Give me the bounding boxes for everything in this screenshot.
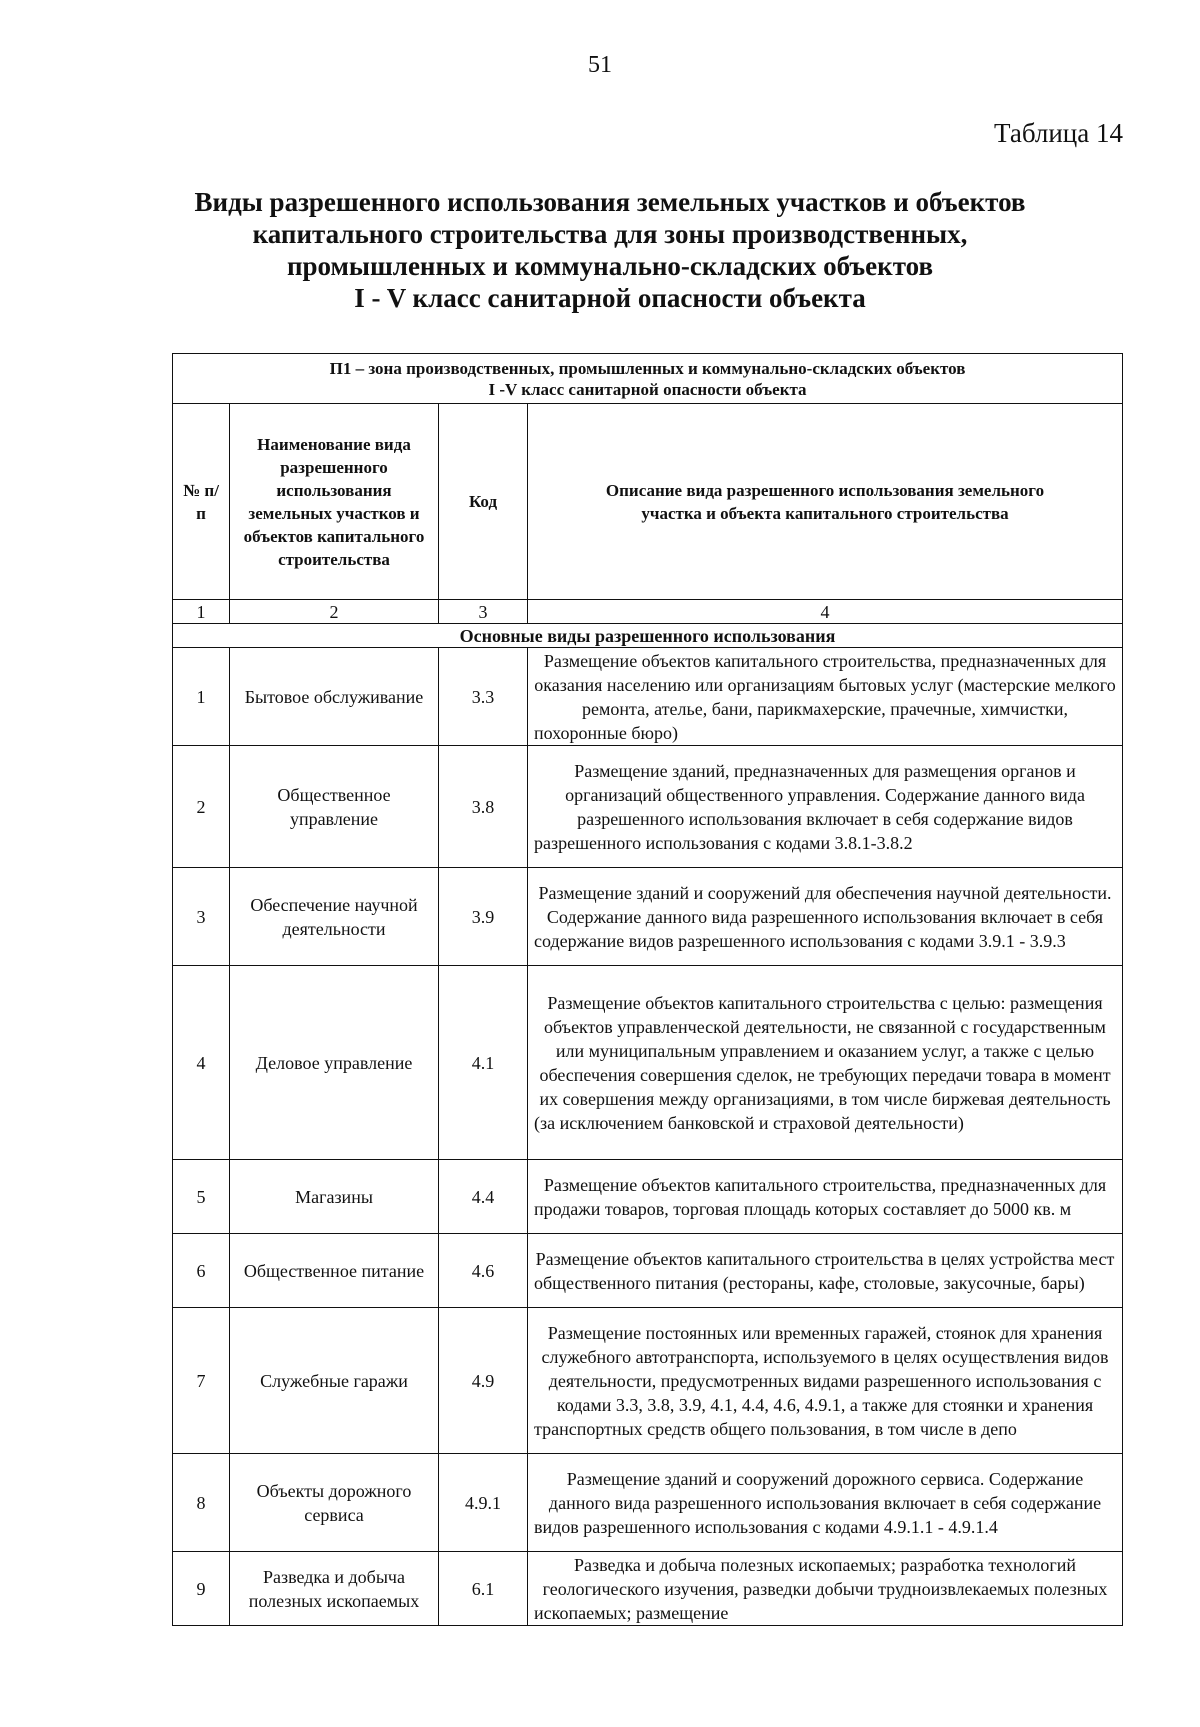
column-number: 2 [230, 600, 439, 624]
row-code: 3.3 [439, 648, 528, 746]
row-code: 4.1 [439, 966, 528, 1160]
row-description: Разведка и добыча полезных ископаемых; разработка технологий геологического изучения, разведки добычи трудноизвлекаемых полезных ископаемых; размещение [528, 1552, 1123, 1626]
header-num: № п/п [173, 404, 230, 600]
table-label: Таблица 14 [994, 118, 1123, 148]
table-row [173, 1160, 1123, 1234]
row-code: 4.9.1 [439, 1454, 528, 1552]
row-num: 7 [173, 1308, 230, 1454]
row-description: Размещение объектов капитального строительства в целях устройства мест общественного питания (рестораны, кафе, столовые, закусочные, бары) [528, 1234, 1123, 1308]
row-description: Размещение объектов капитального строительства, предназначенных для оказания населению или организациям бытовых услуг (мастерские мелкого ремонта, ателье, бани, парикмахерские, прачечные, химчистки, похоронные бюро) [528, 648, 1123, 746]
title-line: I - V класс санитарной опасности объекта [354, 283, 866, 313]
table-row [173, 1454, 1123, 1552]
document-title [160, 186, 1060, 314]
page-number: 51 [588, 52, 612, 78]
row-code: 3.9 [439, 868, 528, 966]
table-row [173, 746, 1123, 868]
zone-header-line: I -V класс санитарной опасности объекта [488, 379, 807, 399]
table-row [173, 648, 1123, 746]
row-name: Общественное управление [230, 746, 439, 868]
row-num: 1 [173, 648, 230, 746]
table-row [173, 868, 1123, 966]
row-code: 4.4 [439, 1160, 528, 1234]
row-num: 2 [173, 746, 230, 868]
header-description: Описание вида разрешенного использования земельного участка и объекта капитального строительства [528, 404, 1123, 600]
row-description: Размещение постоянных или временных гаражей, стоянок для хранения служебного автотранспорта, используемого в целях осуществления видов деятельности, предусмотренных видами разрешенного использования с кодами 3.3, 3.8, 3.9, 4.1, 4.4, 4.6, 4.9.1, а также для стоянки и хранения транспортных средств общего пользования, в том числе в депо [528, 1308, 1123, 1454]
row-code: 3.8 [439, 746, 528, 868]
row-code: 4.9 [439, 1308, 528, 1454]
title-line: Виды разрешенного использования земельных участков и объектов [194, 187, 1026, 217]
title-line: промышленных и коммунально-складских объектов [286, 251, 934, 281]
column-number: 1 [173, 600, 230, 624]
row-description: Размещение зданий, предназначенных для размещения органов и организаций общественного управления. Содержание данного вида разрешенного использования включает в себя содержание видов разрешенного использования с кодами 3.8.1-3.8.2 [528, 746, 1123, 868]
row-name: Бытовое обслуживание [230, 648, 439, 746]
row-name: Обеспечение научной деятельности [230, 868, 439, 966]
table-row [173, 1552, 1123, 1626]
row-name: Магазины [230, 1160, 439, 1234]
row-num: 3 [173, 868, 230, 966]
row-description: Размещение зданий и сооружений дорожного сервиса. Содержание данного вида разрешенного использования включает в себя содержание видов разрешенного использования с кодами 4.9.1.1 - 4.9.1.4 [528, 1454, 1123, 1552]
zone-header [173, 354, 1123, 404]
header-name: Наименование вида разрешенного использования земельных участков и объектов капитального строительства [230, 404, 439, 600]
land-use-table [172, 353, 1123, 1626]
row-description: Размещение зданий и сооружений для обеспечения научной деятельности. Содержание данного вида разрешенного использования включает в себя содержание видов разрешенного использования с кодами 3.9.1 - 3.9.3 [528, 868, 1123, 966]
row-num: 5 [173, 1160, 230, 1234]
row-code: 6.1 [439, 1552, 528, 1626]
table-row [173, 966, 1123, 1160]
row-description: Размещение объектов капитального строительства, предназначенных для продажи товаров, торговая площадь которых составляет до 5000 кв. м [528, 1160, 1123, 1234]
row-name: Разведка и добыча полезных ископаемых [230, 1552, 439, 1626]
row-num: 4 [173, 966, 230, 1160]
row-num: 6 [173, 1234, 230, 1308]
row-num: 9 [173, 1552, 230, 1626]
zone-header-line: П1 – зона производственных, промышленных и коммунально-складских объектов [329, 358, 966, 378]
row-num: 8 [173, 1454, 230, 1552]
title-line: капитального строительства для зоны производственных, [252, 219, 968, 249]
header-code: Код [439, 404, 528, 600]
table-row [173, 1308, 1123, 1454]
section-title: Основные виды разрешенного использования [173, 624, 1123, 648]
row-name: Служебные гаражи [230, 1308, 439, 1454]
row-code: 4.6 [439, 1234, 528, 1308]
row-description: Размещение объектов капитального строительства с целью: размещения объектов управленческой деятельности, не связанной с государственным или муниципальным управлением и оказанием услуг, а также с целью обеспечения совершения сделок, не требующих передачи товара в момент их совершения между организациями, в том числе биржевая деятельность (за исключением банковской и страховой деятельности) [528, 966, 1123, 1160]
row-name: Объекты дорожного сервиса [230, 1454, 439, 1552]
table-row [173, 1234, 1123, 1308]
column-number: 3 [439, 600, 528, 624]
row-name: Общественное питание [230, 1234, 439, 1308]
column-number: 4 [528, 600, 1123, 624]
row-name: Деловое управление [230, 966, 439, 1160]
